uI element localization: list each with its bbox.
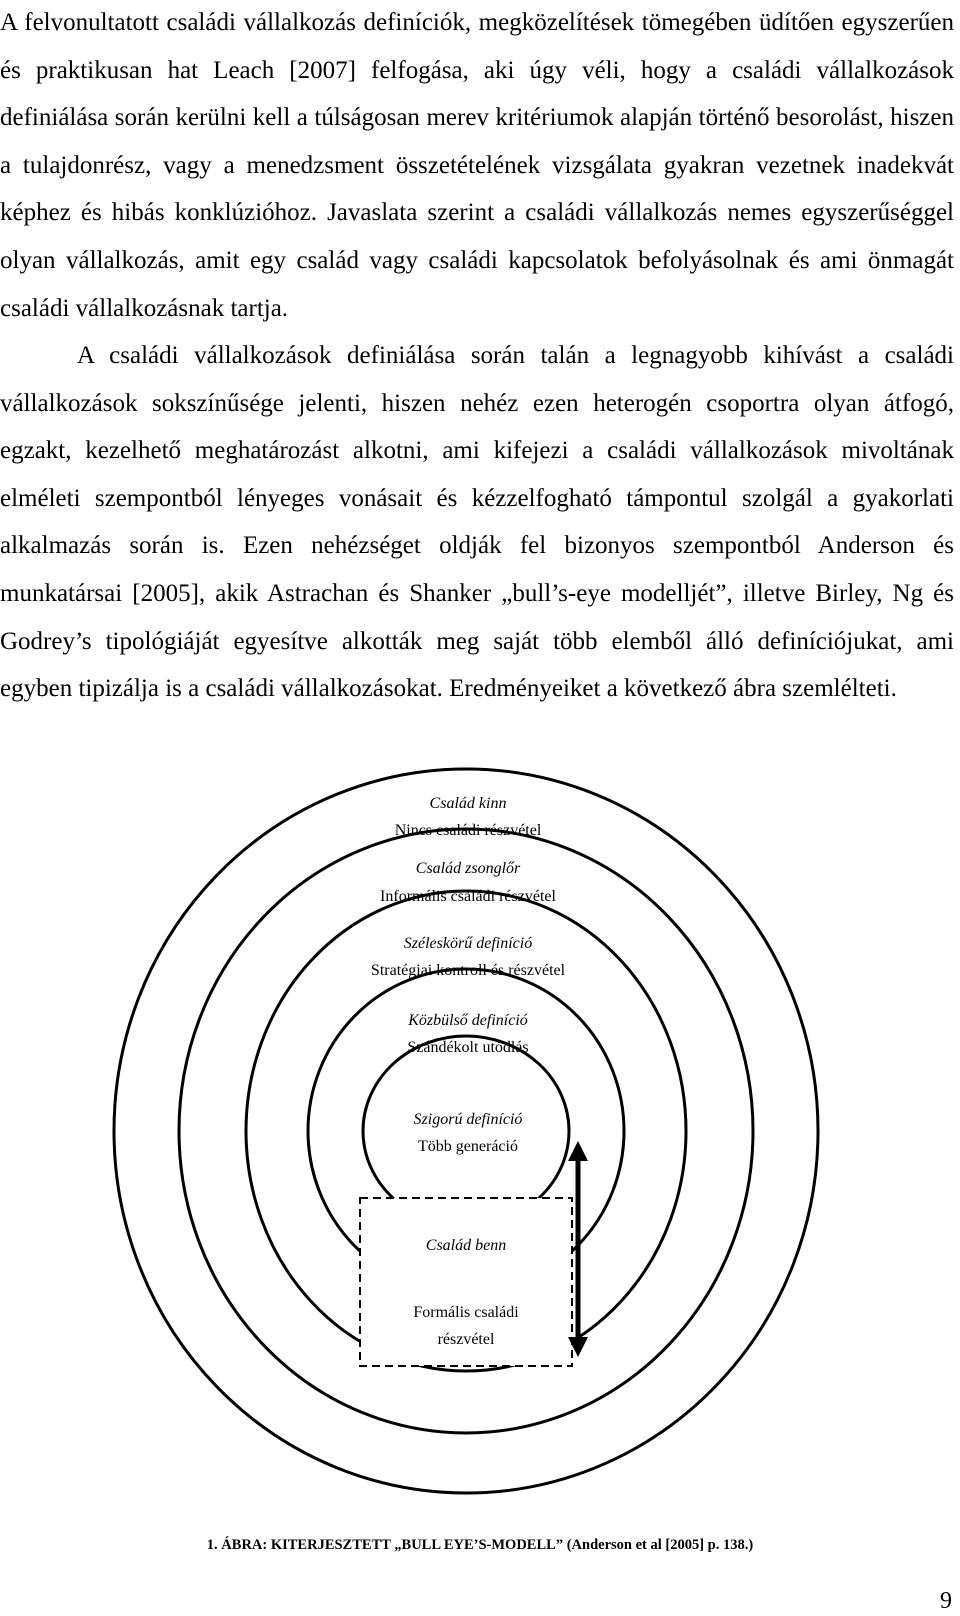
box-desc-line-2: részvétel [437, 1331, 495, 1348]
figure-caption: 1. ÁBRA: KITERJESZTETT „BULL EYE’S-MODELL” (Anderson et al [2005] p. 138.) [206, 1537, 754, 1553]
box-desc-line-1: Formális családi [413, 1304, 519, 1321]
ring-3-desc: Stratégiai kontroll és részvétel [370, 962, 566, 979]
ring-outer [114, 769, 818, 1493]
ring-3-title: Széleskörű definíció [403, 935, 533, 952]
paragraph-2: A családi vállalkozások definiálása során talán a legnagyobb kihívást a családi vállalkozások sokszínűsége jelenti, hiszen nehéz ezen heterogén csoportra olyan átfogó, egzakt, kezelhető meghatározást alkotni, ami kifejezi a családi vállalkozások mivoltának elméleti szempontból lényeges vonásait és kézzelfogható támpontul szolgál a gyakorlati alkalmazás során is. Ezen nehézséget oldják fel bizonyos szempontból Anderson és munkatársai [2005], akik Astrachan és Shanker „bull’s-eye modelljét”, illetve Birley, Ng és Godrey’s tipológiáját egyesítve alkották meg saját több elemből álló definíciójukat, ami egyben tipizálja is a családi vállalkozásokat. Eredményeiket a következő ábra szemlélteti. [0, 342, 954, 703]
ring-5-title: Szigorú definíció [413, 1111, 523, 1128]
ring-5-desc: Több generáció [418, 1138, 518, 1155]
ring-4-desc: Szándékolt utódlás [407, 1039, 529, 1056]
box-title: Család benn [425, 1237, 507, 1254]
ring-1-desc: Nincs családi részvétel [394, 822, 542, 839]
ring-1-title: Család kinn [429, 795, 507, 812]
ring-2-desc: Informális családi részvétel [380, 888, 556, 905]
ring-2-title: Család zsonglőr [415, 860, 521, 877]
paragraph-1: A felvonultatott családi vállalkozás definíciók, megközelítések tömegében üdítően egyszerűen és praktikusan hat Leach [2007] felfogása, aki úgy véli, hogy a családi vállalkozások definiálása során kerülni kell a túlságosan merev kritériumok alapján történő besorolást, hiszen a tulajdonrész, vagy a menedzsment összetételének vizsgálata gyakran vezetnek inadekvát képhez és hibás konklúzióhoz. Javaslata szerint a családi vállalkozás nemes egyszerűséggel olyan vállalkozás, amit egy család vagy családi kapcsolatok befolyásolnak és ami önmagát családi vállalkozásnak tartja. [0, 9, 954, 322]
ring-4-title: Közbülső definíció [408, 1012, 528, 1029]
page-number: 9 [940, 1588, 952, 1614]
